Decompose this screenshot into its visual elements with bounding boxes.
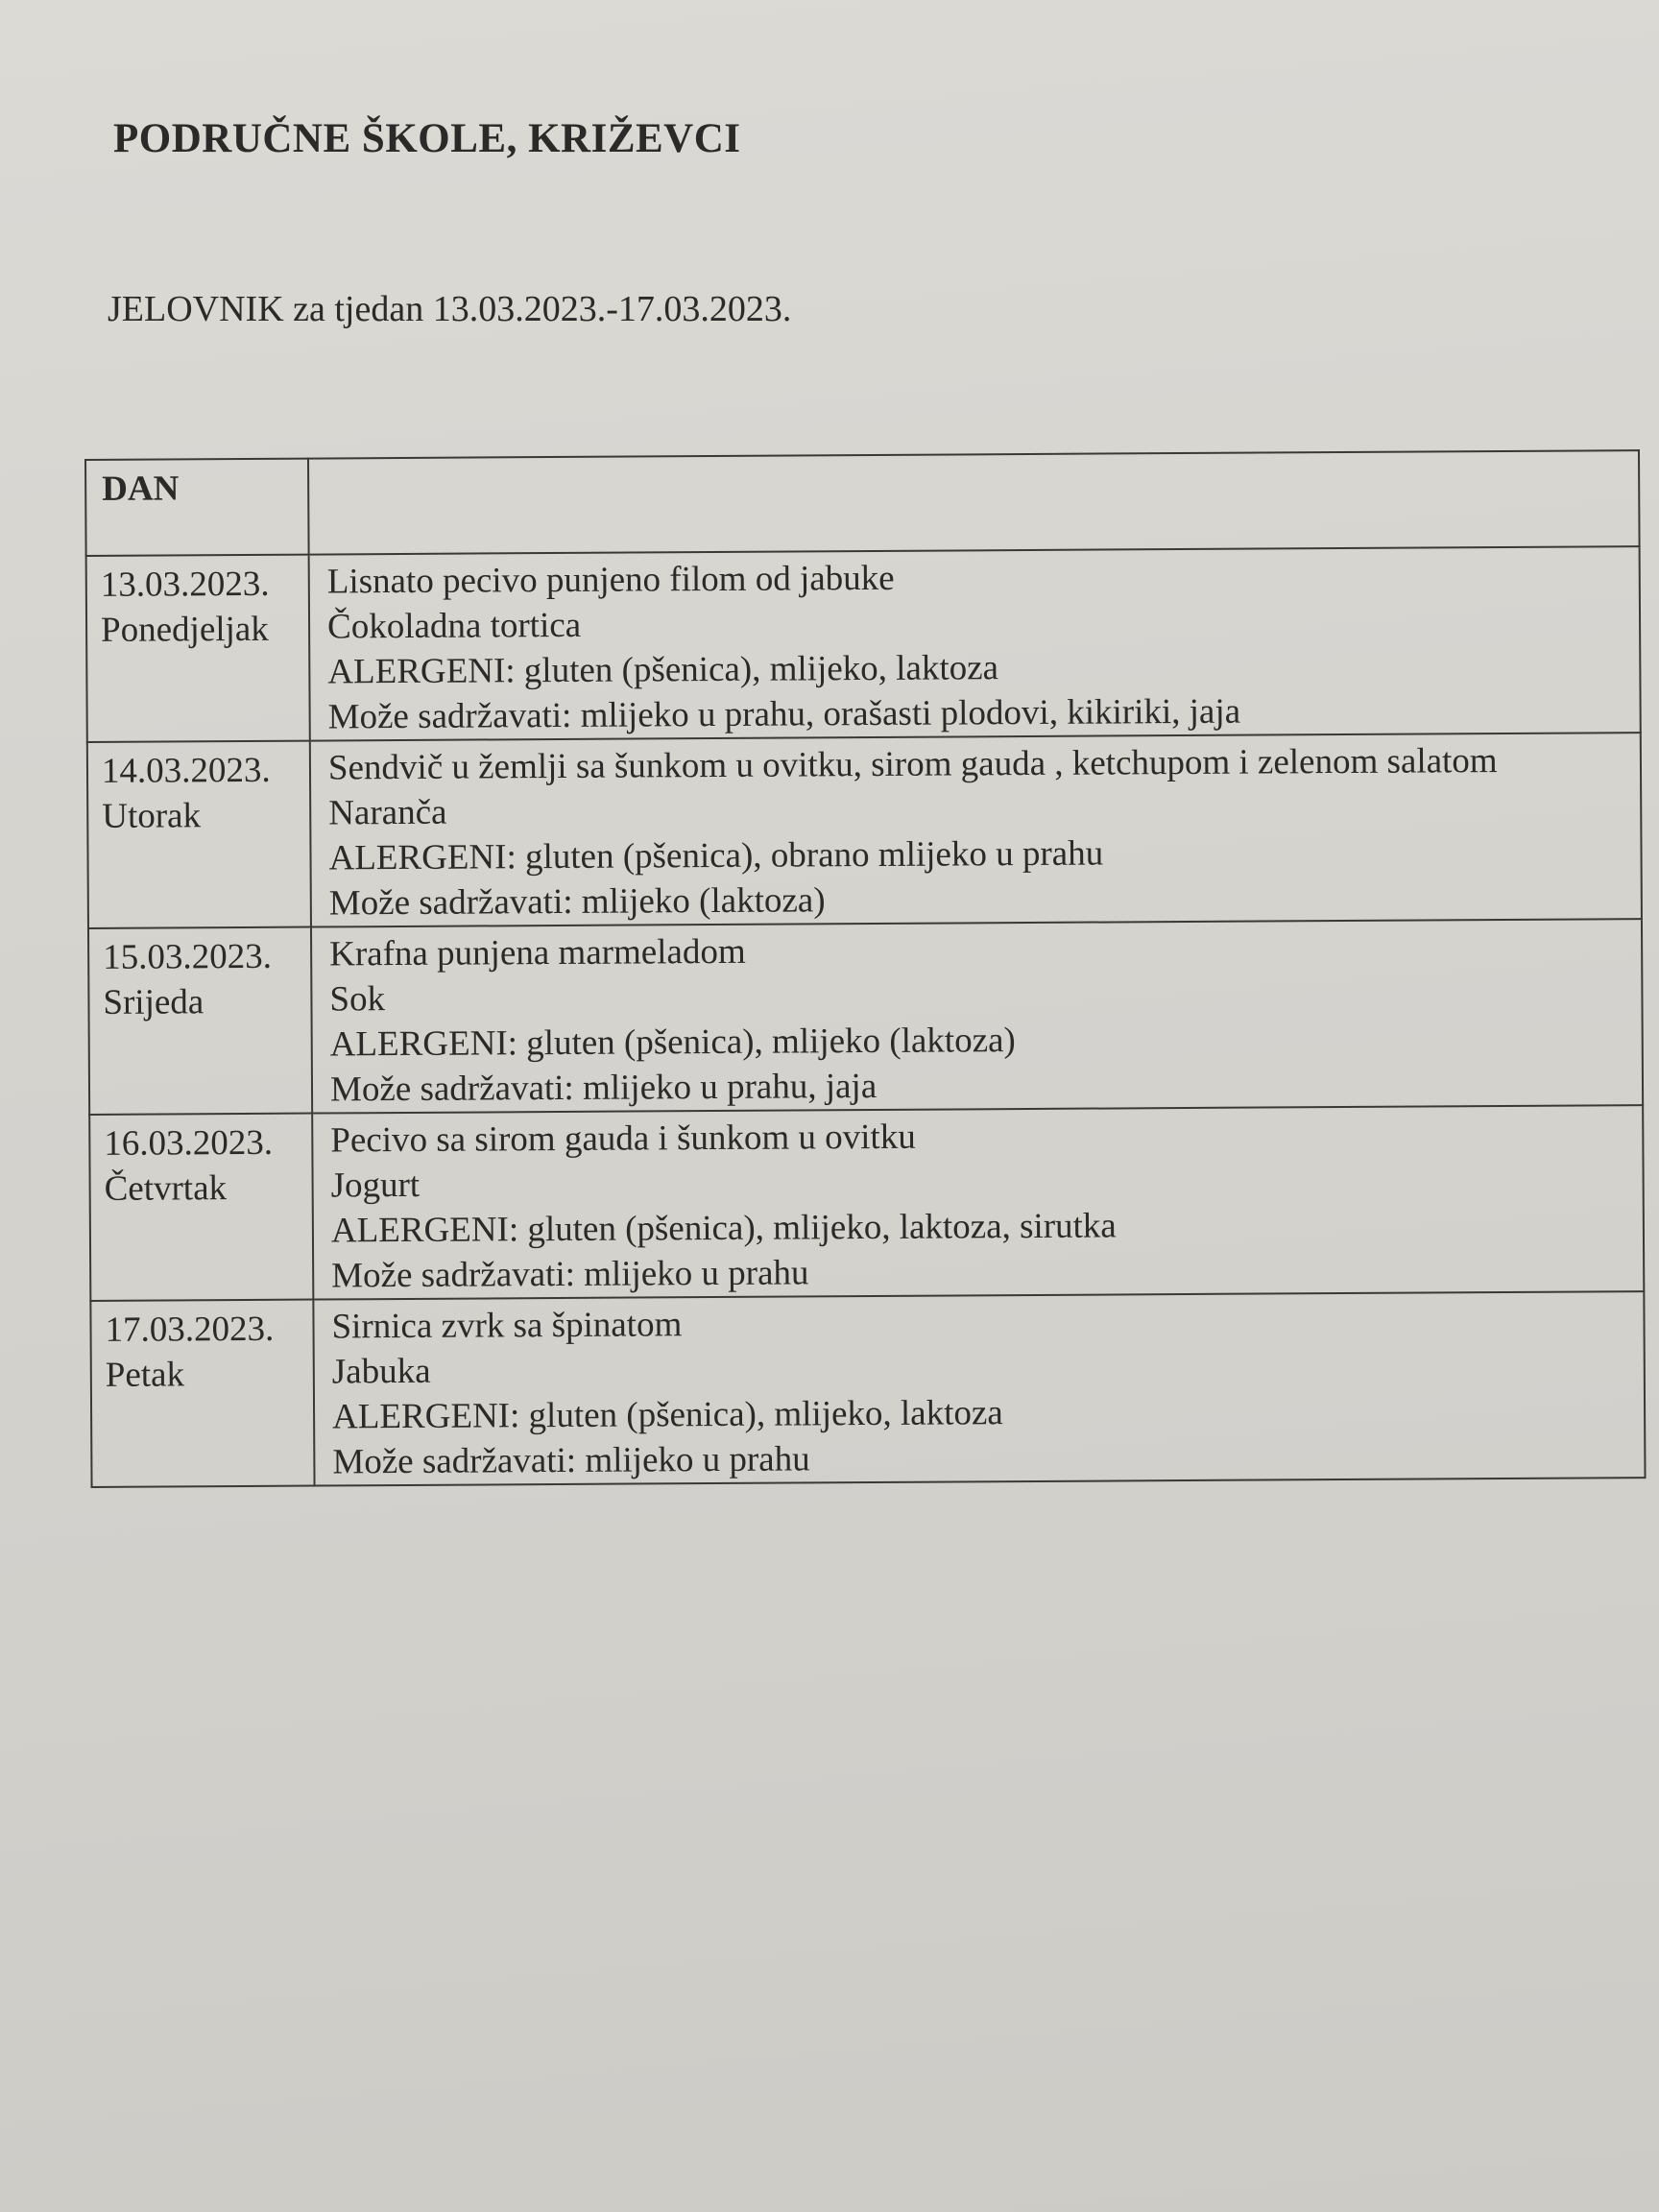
table-row xyxy=(90,1291,1645,1487)
table-row xyxy=(89,1105,1644,1301)
day-cell xyxy=(89,1114,313,1301)
day-cell xyxy=(87,741,311,928)
row-weekday: Ponedjeljak xyxy=(100,609,269,650)
meal-cell xyxy=(313,1291,1645,1485)
row-date: 14.03.2023. xyxy=(101,750,271,791)
table-row xyxy=(88,919,1643,1115)
row-weekday: Petak xyxy=(105,1355,185,1395)
menu-week-title: JELOVNIK za tjedan 13.03.2023.-17.03.2023. xyxy=(108,289,792,329)
row-date: 15.03.2023. xyxy=(103,936,273,977)
meal-line: Krafna punjena marmeladom xyxy=(329,931,746,974)
meal-line: ALERGENI: gluten (pšenica), mlijeko, laktoza xyxy=(331,1393,1003,1437)
table-row xyxy=(86,546,1641,742)
meal-line: ALERGENI: gluten (pšenica), obrano mlijeko u prahu xyxy=(328,833,1104,878)
meal-line: Čokoladna tortica xyxy=(326,605,582,647)
day-cell xyxy=(86,555,310,742)
meal-cell xyxy=(309,546,1641,740)
meal-line: Sirnica zvrk sa špinatom xyxy=(331,1305,683,1347)
meal-line: Pecivo sa sirom gauda i šunkom u ovitku xyxy=(330,1117,916,1161)
meal-line: Može sadržavati: mlijeko u prahu, jaja xyxy=(329,1066,878,1110)
meal-line: ALERGENI: gluten (pšenica), mlijeko (laktoza) xyxy=(329,1021,1016,1065)
meal-cell xyxy=(311,919,1643,1113)
header-day: DAN xyxy=(85,459,309,556)
meal-line: Može sadržavati: mlijeko u prahu xyxy=(331,1253,809,1296)
row-date: 16.03.2023. xyxy=(104,1122,274,1164)
day-cell xyxy=(88,927,312,1115)
row-date: 13.03.2023. xyxy=(100,564,270,605)
school-title: PODRUČNE ŠKOLE, KRIŽEVCI xyxy=(113,116,741,161)
row-weekday: Četvrtak xyxy=(104,1168,228,1209)
meal-line: Jogurt xyxy=(330,1165,421,1206)
meal-line: Naranča xyxy=(328,792,447,833)
meal-line: Jabuka xyxy=(331,1351,431,1392)
meal-cell xyxy=(312,1105,1644,1299)
menu-table xyxy=(84,449,1647,1488)
meal-cell xyxy=(310,733,1642,926)
row-date: 17.03.2023. xyxy=(105,1309,275,1350)
table-row xyxy=(87,733,1642,928)
row-weekday: Srijeda xyxy=(103,982,204,1022)
meal-line: ALERGENI: gluten (pšenica), mlijeko, laktoza xyxy=(327,648,999,692)
meal-line: Lisnato pecivo punjeno filom od jabuke xyxy=(326,558,895,602)
day-cell xyxy=(90,1300,314,1487)
meal-line: Sok xyxy=(329,979,386,1020)
meal-line: Sendvič u žemlji sa šunkom u ovitku, sirom gauda , ketchupom i zelenom salatom xyxy=(327,741,1498,788)
meal-line: Može sadržavati: mlijeko (laktoza) xyxy=(328,880,826,924)
table-header-row xyxy=(85,450,1640,556)
meal-line: ALERGENI: gluten (pšenica), mlijeko, laktoza, sirutka xyxy=(330,1206,1117,1251)
row-weekday: Utorak xyxy=(102,796,202,836)
meal-line: Može sadržavati: mlijeko u prahu, orašasti plodovi, kikiriki, jaja xyxy=(327,691,1241,737)
meal-line: Može sadržavati: mlijeko u prahu xyxy=(332,1439,810,1482)
menu-table-body xyxy=(86,546,1646,1487)
header-meal xyxy=(308,450,1640,554)
